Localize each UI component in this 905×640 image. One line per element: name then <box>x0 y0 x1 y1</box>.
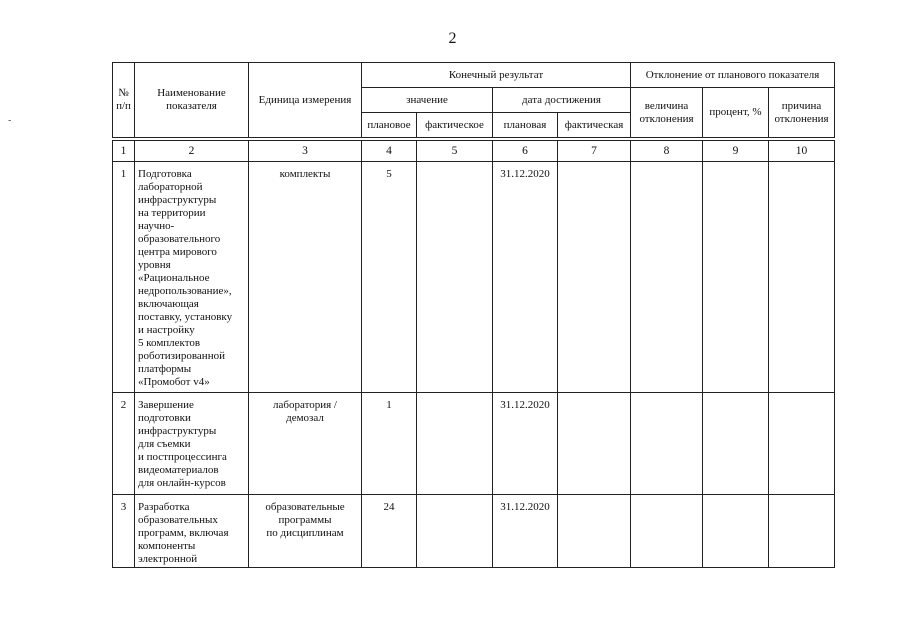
column-number: 6 <box>493 141 558 162</box>
row-unit: образовательные программы по дисциплинам <box>249 495 362 568</box>
header-actual-date: фактическая <box>558 113 631 138</box>
header-final-result: Конечный результат <box>362 63 631 88</box>
row-deviation-size <box>631 393 703 495</box>
header-row-1 <box>113 63 835 88</box>
header-date-reached: дата достижения <box>493 88 631 113</box>
row-percent <box>703 393 769 495</box>
row-actual <box>417 393 493 495</box>
margin-mark: - <box>8 115 12 126</box>
header-deviation-size: величина отклонения <box>631 88 703 138</box>
column-number: 5 <box>417 141 493 162</box>
row-reason <box>769 162 835 393</box>
column-number: 4 <box>362 141 417 162</box>
table-row <box>113 393 835 495</box>
row-unit: комплекты <box>249 162 362 393</box>
row-reason <box>769 393 835 495</box>
header-percent: процент, % <box>703 88 769 138</box>
row-percent <box>703 162 769 393</box>
row-planned-date: 31.12.2020 <box>493 495 558 568</box>
table-row <box>113 162 835 393</box>
column-number: 8 <box>631 141 703 162</box>
row-planned: 1 <box>362 393 417 495</box>
row-name: Завершение подготовки инфраструктуры для съемки и постпроцессинга видеоматериалов для онлайн-курсов <box>135 393 249 495</box>
row-num: 2 <box>113 393 135 495</box>
row-planned: 5 <box>362 162 417 393</box>
column-number: 9 <box>703 141 769 162</box>
row-unit: лаборатория / демозал <box>249 393 362 495</box>
row-reason <box>769 495 835 568</box>
header-num: № п/п <box>113 63 135 138</box>
row-name: Подготовка лабораторной инфраструктуры на территории научно- образовательного центра мирового уровня «Рациональное недропользование», включающая поставку, установку и настройку 5 комплектов роботизированной платформы «Промобот v4» <box>135 162 249 393</box>
row-actual <box>417 495 493 568</box>
row-name: Разработка образовательных программ, включая компоненты электронной <box>135 495 249 568</box>
row-num: 1 <box>113 162 135 393</box>
page-number: 2 <box>448 30 457 47</box>
header-deviation: Отклонение от планового показателя <box>631 63 835 88</box>
column-number: 10 <box>769 141 835 162</box>
row-actual-date <box>558 393 631 495</box>
column-number: 3 <box>249 141 362 162</box>
header-name: Наименование показателя <box>135 63 249 138</box>
row-actual <box>417 162 493 393</box>
column-number: 2 <box>135 141 249 162</box>
header-unit: Единица измерения <box>249 63 362 138</box>
column-number: 1 <box>113 141 135 162</box>
row-percent <box>703 495 769 568</box>
row-planned-date: 31.12.2020 <box>493 393 558 495</box>
column-numbers-row <box>113 141 835 162</box>
column-number: 7 <box>558 141 631 162</box>
header-planned: плановое <box>362 113 417 138</box>
row-deviation-size <box>631 495 703 568</box>
row-num: 3 <box>113 495 135 568</box>
row-actual-date <box>558 495 631 568</box>
table-row <box>113 495 835 568</box>
header-reason: причина отклонения <box>769 88 835 138</box>
header-actual: фактическое <box>417 113 493 138</box>
header-planned-date: плановая <box>493 113 558 138</box>
row-planned: 24 <box>362 495 417 568</box>
header-value: значение <box>362 88 493 113</box>
row-deviation-size <box>631 162 703 393</box>
row-actual-date <box>558 162 631 393</box>
report-table <box>112 62 835 568</box>
row-planned-date: 31.12.2020 <box>493 162 558 393</box>
